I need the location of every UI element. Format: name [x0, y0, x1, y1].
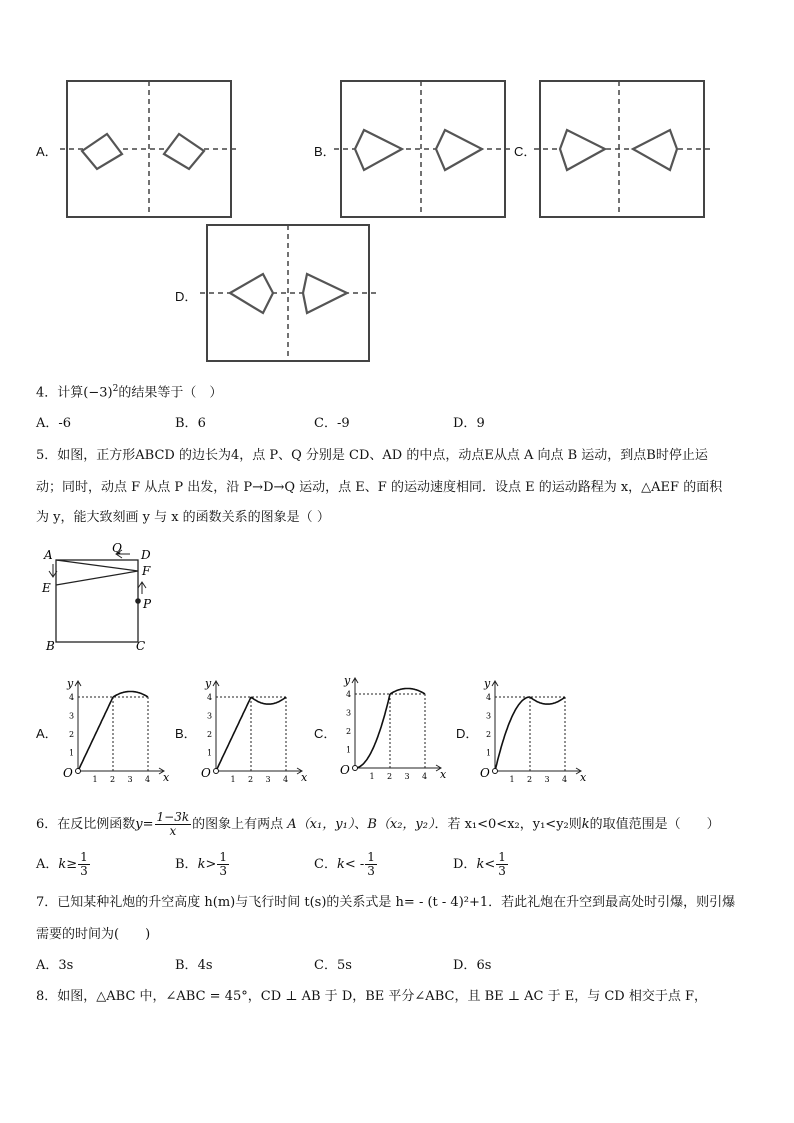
- origin-label: O: [340, 763, 350, 777]
- q5-label-d: D: [141, 548, 151, 562]
- curve-part-2: [530, 697, 565, 704]
- x-axis-label: x: [440, 768, 447, 781]
- q6-option-d-label: D．: [453, 857, 477, 872]
- q3-option-d-figure: [200, 222, 376, 364]
- x-tick-label: 1: [92, 775, 98, 784]
- y-tick-label: 3: [207, 711, 213, 721]
- q4-stem: [36, 380, 222, 402]
- y-tick-label: 1: [346, 745, 352, 755]
- q6-option-d-den: 3: [498, 864, 506, 878]
- q5-square-figure: [36, 540, 166, 660]
- curve-part-1: [495, 697, 530, 771]
- q6-option-c-fraction: [365, 851, 377, 878]
- q5-label-e: E: [42, 581, 51, 595]
- x-axis-label: x: [580, 771, 587, 784]
- q6-function-fraction: [155, 811, 192, 838]
- q4-option-a-label: A．: [36, 416, 59, 431]
- q6-option-d[interactable]: [453, 850, 509, 880]
- q6-option-a[interactable]: [36, 850, 91, 880]
- q5-stem-line-1: 5．如图，正方形ABCD 的边长为4，点 P、Q 分别是 CD、AD 的中点，动点E从点 A 向点 B 运动，到点B时停止运: [36, 448, 708, 463]
- curve-part-2: [113, 692, 148, 698]
- x-tick-label: 2: [248, 775, 254, 784]
- q6-option-d-relation: k<: [476, 857, 496, 872]
- q7-option-c-value: 5s: [336, 958, 352, 973]
- q4-option-d[interactable]: [453, 415, 485, 433]
- q4-option-c[interactable]: [314, 415, 350, 433]
- q4-option-c-value: -9: [336, 416, 350, 431]
- q7-stem-line-2: 需要的时间为( ): [36, 927, 151, 942]
- q6-option-b-relation: k>: [197, 857, 217, 872]
- x-tick-label: 1: [230, 775, 236, 784]
- q5-stem-line-3: 为 y，能大致刻画 y 与 x 的函数关系的图象是（ ）: [36, 510, 330, 525]
- q4-option-b-value: 6: [197, 416, 206, 431]
- q6-option-b-fraction: [217, 851, 229, 878]
- q6-option-b-den: 3: [219, 864, 227, 878]
- y-tick-label: 2: [346, 727, 352, 736]
- q6-option-b-label: B．: [175, 857, 198, 872]
- x-tick-label: 4: [283, 775, 289, 784]
- q6-option-b[interactable]: [175, 850, 230, 880]
- q6-separator: 、: [354, 817, 368, 832]
- curve-part-1: [78, 697, 113, 771]
- q6-y-equals: y=: [135, 817, 154, 832]
- x-tick-label: 4: [562, 775, 568, 784]
- q5-label-f: F: [142, 564, 151, 578]
- q7-option-d-label: D．: [453, 958, 477, 973]
- y-axis-label: y: [205, 677, 212, 690]
- x-tick-label: 3: [404, 772, 410, 781]
- origin-label: O: [201, 766, 211, 780]
- q6-point-b: B（x₂，y₂）: [367, 817, 435, 832]
- y-tick-label: 2: [486, 730, 492, 739]
- q5-option-a-graph: [60, 673, 172, 785]
- origin-point: [214, 769, 219, 774]
- q4-option-b-label: B．: [175, 416, 198, 431]
- q6-tail: 的取值范围是（ ）: [589, 817, 720, 832]
- y-tick-label: 1: [69, 748, 75, 758]
- q7-option-c[interactable]: [314, 957, 352, 975]
- q5-option-b-graph: [198, 673, 310, 785]
- x-axis-label: x: [163, 771, 170, 784]
- q6-option-c-relation: k< -: [336, 857, 365, 872]
- y-axis-label: y: [344, 674, 351, 687]
- q5-option-c-label: C．: [314, 726, 337, 741]
- q6-option-a-relation: k≥: [58, 857, 78, 872]
- q4-option-d-label: D．: [453, 416, 477, 431]
- y-tick-label: 1: [486, 748, 492, 758]
- x-tick-label: 1: [509, 775, 515, 784]
- q7-option-d[interactable]: [453, 957, 491, 975]
- q4-option-a-value: -6: [58, 416, 72, 431]
- q5-label-q: Q: [112, 541, 122, 555]
- q6-option-d-fraction: [496, 851, 508, 878]
- q6-option-c-num: 1: [367, 850, 375, 864]
- q6-option-c-den: 3: [367, 864, 375, 878]
- q3-option-c-figure: [534, 78, 710, 220]
- q6-option-a-den: 3: [80, 864, 88, 878]
- q7-option-b[interactable]: [175, 957, 213, 975]
- q6-prefix: 6．在反比例函数: [36, 817, 136, 832]
- q6-option-c[interactable]: [314, 850, 378, 880]
- y-tick-label: 4: [346, 690, 352, 699]
- q5-option-d-label: D．: [456, 726, 479, 741]
- q7-option-a-label: A．: [36, 958, 59, 973]
- origin-point: [353, 766, 358, 771]
- x-tick-label: 2: [527, 775, 533, 784]
- x-tick-label: 3: [127, 775, 133, 784]
- curve-part-2: [251, 697, 286, 704]
- origin-point: [493, 769, 498, 774]
- q8-stem-line-1: 8．如图，△ABC 中，∠ABC = 45°，CD ⊥ AB 于 D，BE 平分∠ABC，且 BE ⊥ AC 于 E，与 CD 相交于点 F，: [36, 989, 707, 1004]
- x-tick-label: 4: [145, 775, 151, 784]
- origin-label: O: [480, 766, 490, 780]
- q5-label-b: B: [46, 639, 55, 653]
- q7-option-a[interactable]: [36, 957, 73, 975]
- q5-option-b-label: B．: [175, 726, 197, 741]
- y-tick-label: 4: [69, 693, 75, 702]
- q4-exponent: 2: [112, 384, 119, 394]
- q7-option-d-value: 6s: [476, 958, 492, 973]
- y-tick-label: 3: [486, 711, 492, 721]
- q7-stem-line-1: 7．已知某种礼炮的升空高度 h(m)与飞行时间 t(s)的关系式是 h= - (t - 4)²+1．若此礼炮在升空到最高处时引爆，则引爆: [36, 895, 736, 910]
- q7-option-c-label: C．: [314, 958, 337, 973]
- q7-option-b-label: B．: [175, 958, 198, 973]
- q4-stem-prefix: 4．计算: [36, 385, 84, 401]
- q3-option-c-label: C．: [514, 144, 537, 159]
- q6-option-a-num: 1: [80, 850, 88, 864]
- origin-label: O: [63, 766, 73, 780]
- q6-stem: [36, 810, 720, 840]
- q6-option-c-label: C．: [314, 857, 337, 872]
- x-tick-label: 4: [422, 772, 428, 781]
- q4-option-a[interactable]: [36, 415, 71, 433]
- q6-k: k: [581, 817, 590, 832]
- q5-option-c-graph: [337, 670, 449, 782]
- q6-option-d-num: 1: [498, 850, 506, 864]
- y-tick-label: 4: [486, 693, 492, 702]
- y-tick-label: 4: [207, 693, 213, 702]
- x-tick-label: 3: [544, 775, 550, 784]
- q6-option-b-num: 1: [219, 850, 227, 864]
- x-tick-label: 3: [265, 775, 271, 784]
- y-tick-label: 2: [69, 730, 75, 739]
- x-tick-label: 2: [387, 772, 393, 781]
- y-tick-label: 2: [207, 730, 213, 739]
- q6-condition: ．若 x₁<0<x₂，y₁<y₂则: [434, 817, 582, 832]
- q6-option-a-fraction: [78, 851, 90, 878]
- y-tick-label: 3: [346, 708, 352, 718]
- q6-middle: 的图象上有两点: [192, 817, 284, 832]
- x-tick-label: 1: [369, 772, 375, 781]
- y-tick-label: 1: [207, 748, 213, 758]
- q3-option-b-figure: [334, 78, 510, 220]
- q3-option-d-label: D．: [175, 289, 198, 304]
- q3-option-b-label: B．: [314, 144, 336, 159]
- origin-point: [76, 769, 81, 774]
- q4-option-d-value: 9: [476, 416, 485, 431]
- q6-point-a: A（x₁，y₁）: [287, 817, 355, 832]
- q3-option-a-figure: [60, 78, 236, 220]
- curve-part-1: [216, 697, 251, 771]
- q5-stem-line-2: 动；同时，动点 F 从点 P 出发，沿 P→D→Q 运动，点 E、F 的运动速度相同．设点 E 的运动路程为 x，△AEF 的面积: [36, 480, 723, 495]
- q6-option-a-label: A．: [36, 857, 59, 872]
- q3-option-a-label: A．: [36, 144, 58, 159]
- q7-option-b-value: 4s: [197, 958, 213, 973]
- x-axis-label: x: [301, 771, 308, 784]
- q5-option-d-graph: [477, 673, 589, 785]
- q5-label-p: P: [143, 597, 152, 611]
- q4-option-c-label: C．: [314, 416, 337, 431]
- curve-part-1: [355, 694, 390, 768]
- q5-label-c: C: [136, 639, 146, 653]
- q6-fraction-numerator: 1−3k: [156, 810, 190, 824]
- q5-option-a-label: A．: [36, 726, 58, 741]
- q5-label-a: A: [44, 548, 53, 562]
- y-tick-label: 3: [69, 711, 75, 721]
- y-axis-label: y: [67, 677, 74, 690]
- x-tick-label: 2: [110, 775, 116, 784]
- q4-expression: (−3): [83, 385, 113, 401]
- curve-part-2: [390, 689, 425, 695]
- q4-option-b[interactable]: [175, 415, 206, 433]
- q7-option-a-value: 3s: [58, 958, 74, 973]
- q6-fraction-denominator: x: [169, 824, 177, 838]
- y-axis-label: y: [484, 677, 491, 690]
- q4-stem-suffix: 的结果等于（ ）: [118, 385, 223, 401]
